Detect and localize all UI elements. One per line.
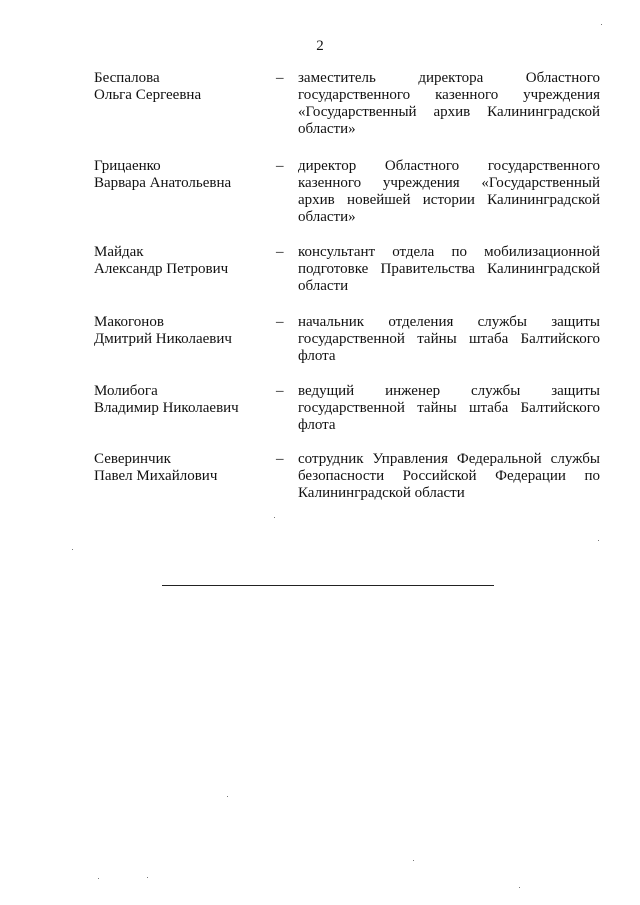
scan-speck	[601, 24, 602, 25]
member-surname: Беспалова	[94, 70, 160, 86]
member-name	[94, 158, 269, 192]
dash-separator: –	[276, 70, 284, 86]
member-surname: Макогонов	[94, 314, 164, 330]
member-name	[94, 383, 269, 417]
page-number: 2	[316, 38, 324, 54]
dash-separator: –	[276, 314, 284, 330]
closing-rule	[162, 585, 494, 586]
member-position: начальник отделения службы защиты государственной тайны штаба Балтийского флота	[298, 314, 600, 364]
member-name	[94, 451, 269, 485]
list-item	[94, 383, 600, 451]
list-item	[94, 244, 600, 314]
scan-speck	[147, 877, 148, 878]
scan-speck	[227, 796, 228, 797]
member-given-names: Павел Михайлович	[94, 468, 218, 484]
list-item	[94, 314, 600, 383]
member-surname: Грицаенко	[94, 158, 161, 174]
member-position: ведущий инженер службы защиты государственной тайны штаба Балтийского флота	[298, 383, 600, 433]
member-name	[94, 314, 269, 348]
list-item	[94, 451, 600, 511]
member-position: заместитель директора Областного государственного казенного учреждения «Государственный архив Калининградской области»	[298, 70, 600, 137]
member-given-names: Владимир Николаевич	[94, 400, 239, 416]
scan-speck	[72, 549, 73, 550]
scan-speck	[274, 517, 275, 518]
scan-speck	[98, 878, 99, 879]
members-list	[94, 70, 600, 511]
scan-speck	[519, 887, 520, 888]
member-given-names: Дмитрий Николаевич	[94, 331, 232, 347]
member-given-names: Варвара Анатольевна	[94, 175, 232, 191]
scan-speck	[413, 860, 414, 861]
dash-separator: –	[276, 244, 284, 260]
list-item	[94, 70, 600, 158]
member-surname: Северинчик	[94, 451, 171, 467]
list-item	[94, 158, 600, 244]
dash-separator: –	[276, 451, 284, 467]
member-given-names: Александр Петрович	[94, 261, 229, 277]
dash-separator: –	[276, 158, 284, 174]
member-surname: Молибога	[94, 383, 158, 399]
member-name	[94, 244, 269, 278]
scan-speck	[598, 540, 599, 541]
member-name	[94, 70, 269, 104]
member-given-names: Ольга Сергеевна	[94, 87, 202, 103]
member-surname: Майдак	[94, 244, 144, 260]
member-position: консультант отдела по мобилизационной подготовке Правительства Калининградской области	[298, 244, 600, 294]
member-position: сотрудник Управления Федеральной службы безопасности Российской Федерации по Калининградской области	[298, 451, 600, 501]
dash-separator: –	[276, 383, 284, 399]
member-position: директор Областного государственного казенного учреждения «Государственный архив новейшей истории Калининградской области»	[298, 158, 600, 225]
